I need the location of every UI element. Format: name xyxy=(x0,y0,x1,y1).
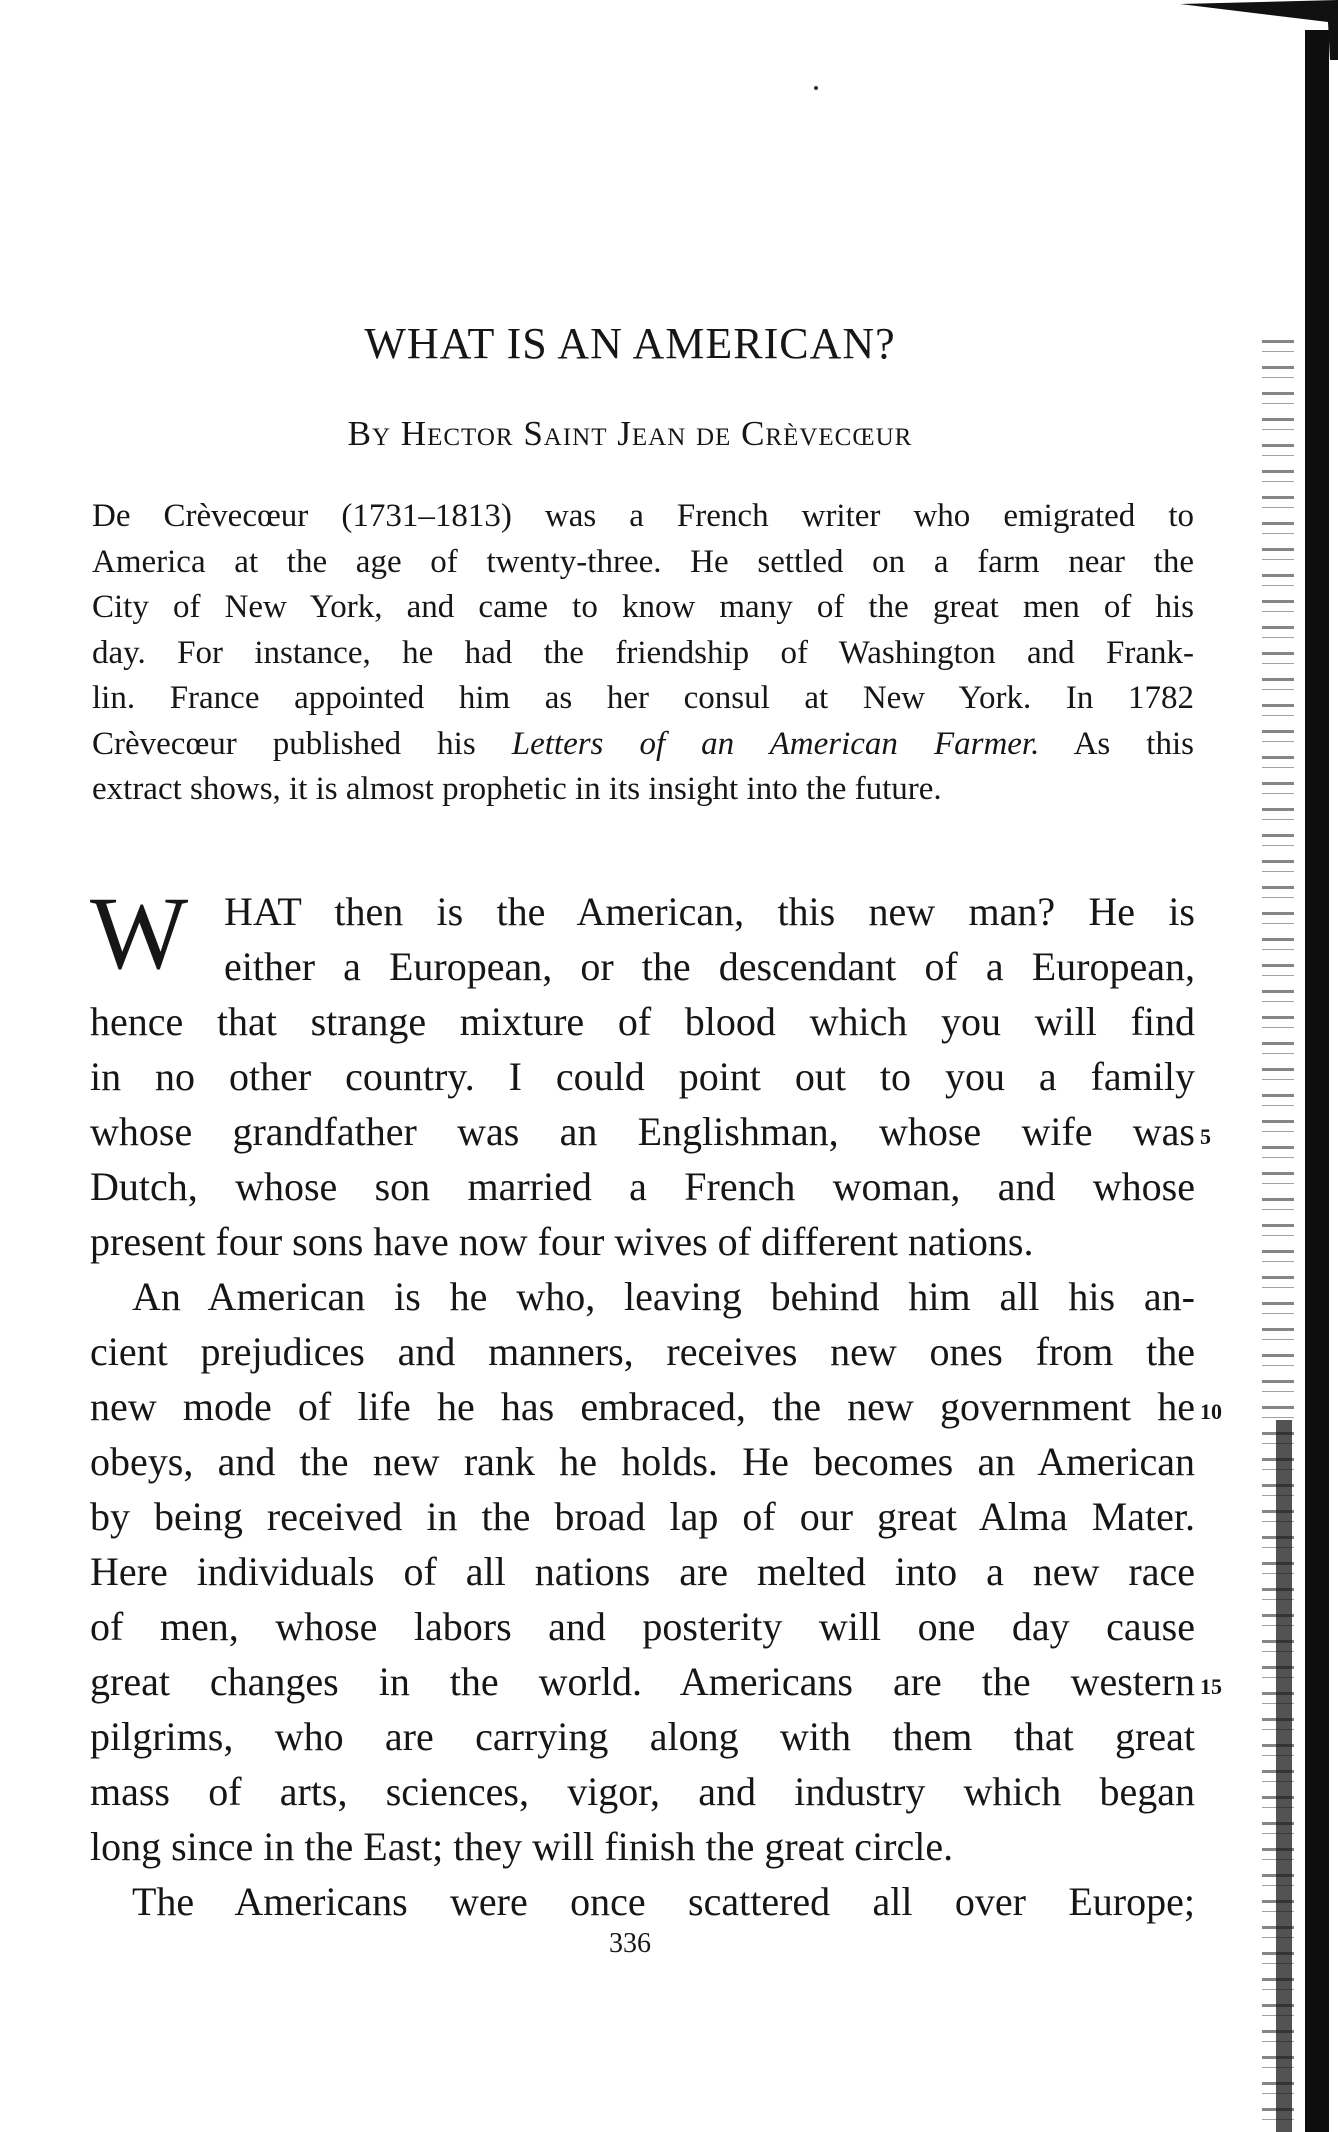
book-title: Letters of an American Farmer. xyxy=(511,725,1040,762)
intro-paragraph xyxy=(92,494,1194,813)
essay-line: long since in the East; they will finish the great circle. xyxy=(90,1824,954,1869)
essay-line: whose grandfather was an Englishman, whose wife was xyxy=(90,1109,1195,1154)
scan-edge-shadow xyxy=(1276,1420,1292,2132)
intro-line: day. For instance, he had the friendship of Washington and Frank- xyxy=(92,634,1194,671)
line-number: 10 xyxy=(1200,1399,1222,1424)
essay-line: great changes in the world. Americans are the western xyxy=(90,1659,1195,1704)
line-number: 15 xyxy=(1200,1674,1222,1699)
essay-line: Here individuals of all nations are melted into a new race xyxy=(90,1549,1195,1594)
essay-line: An American is he who, leaving behind him all his an- xyxy=(132,1274,1195,1319)
intro-line xyxy=(92,722,1194,768)
essay-line: hence that strange mixture of blood which you will find xyxy=(90,999,1195,1044)
scan-speck xyxy=(814,86,818,90)
intro-text: As this xyxy=(1073,725,1194,762)
intro-line: City of New York, and came to know many of the great men of his xyxy=(92,589,1194,625)
intro-text: Crèvecœur published his xyxy=(92,725,476,762)
essay-line: by being received in the broad lap of our great Alma Mater. xyxy=(90,1494,1195,1539)
essay-line: Dutch, whose son married a French woman, and whose xyxy=(90,1164,1195,1209)
intro-line: extract shows, it is almost prophetic in its insight into the future. xyxy=(92,771,942,807)
binding-spine xyxy=(1305,30,1329,2132)
essay-line: pilgrims, who are carrying along with them that great xyxy=(90,1714,1195,1759)
essay-line: new mode of life he has embraced, the new government he xyxy=(90,1384,1195,1429)
essay-line: either a European, or the descendant of a European, xyxy=(224,944,1195,989)
line-number: 5 xyxy=(1200,1124,1211,1149)
intro-line: America at the age of twenty-three. He settled on a farm near the xyxy=(92,543,1194,580)
essay-line: present four sons have now four wives of different nations. xyxy=(90,1219,1034,1264)
essay-line: The Americans were once scattered all over Europe; xyxy=(132,1879,1195,1924)
page-title: WHAT IS AN AMERICAN? xyxy=(364,319,896,368)
page-number: 336 xyxy=(609,1928,651,1959)
drop-cap: W xyxy=(90,876,189,991)
intro-line: De Crèvecœur (1731–1813) was a French writer who emigrated to xyxy=(92,498,1194,534)
author-byline: By Hector Saint Jean de Crèvecœur xyxy=(347,414,913,453)
essay-line: in no other country. I could point out to you a family xyxy=(90,1054,1195,1099)
intro-line: lin. France appointed him as her consul at New York. In 1782 xyxy=(92,680,1194,716)
essay-line: cient prejudices and manners, receives new ones from the xyxy=(90,1329,1195,1374)
essay-line: mass of arts, sciences, vigor, and industry which began xyxy=(90,1769,1195,1814)
essay-line: obeys, and the new rank he holds. He becomes an American xyxy=(90,1439,1195,1484)
essay-line: HAT then is the American, this new man? He is xyxy=(224,889,1195,934)
essay-line: of men, whose labors and posterity will one day cause xyxy=(90,1604,1195,1649)
